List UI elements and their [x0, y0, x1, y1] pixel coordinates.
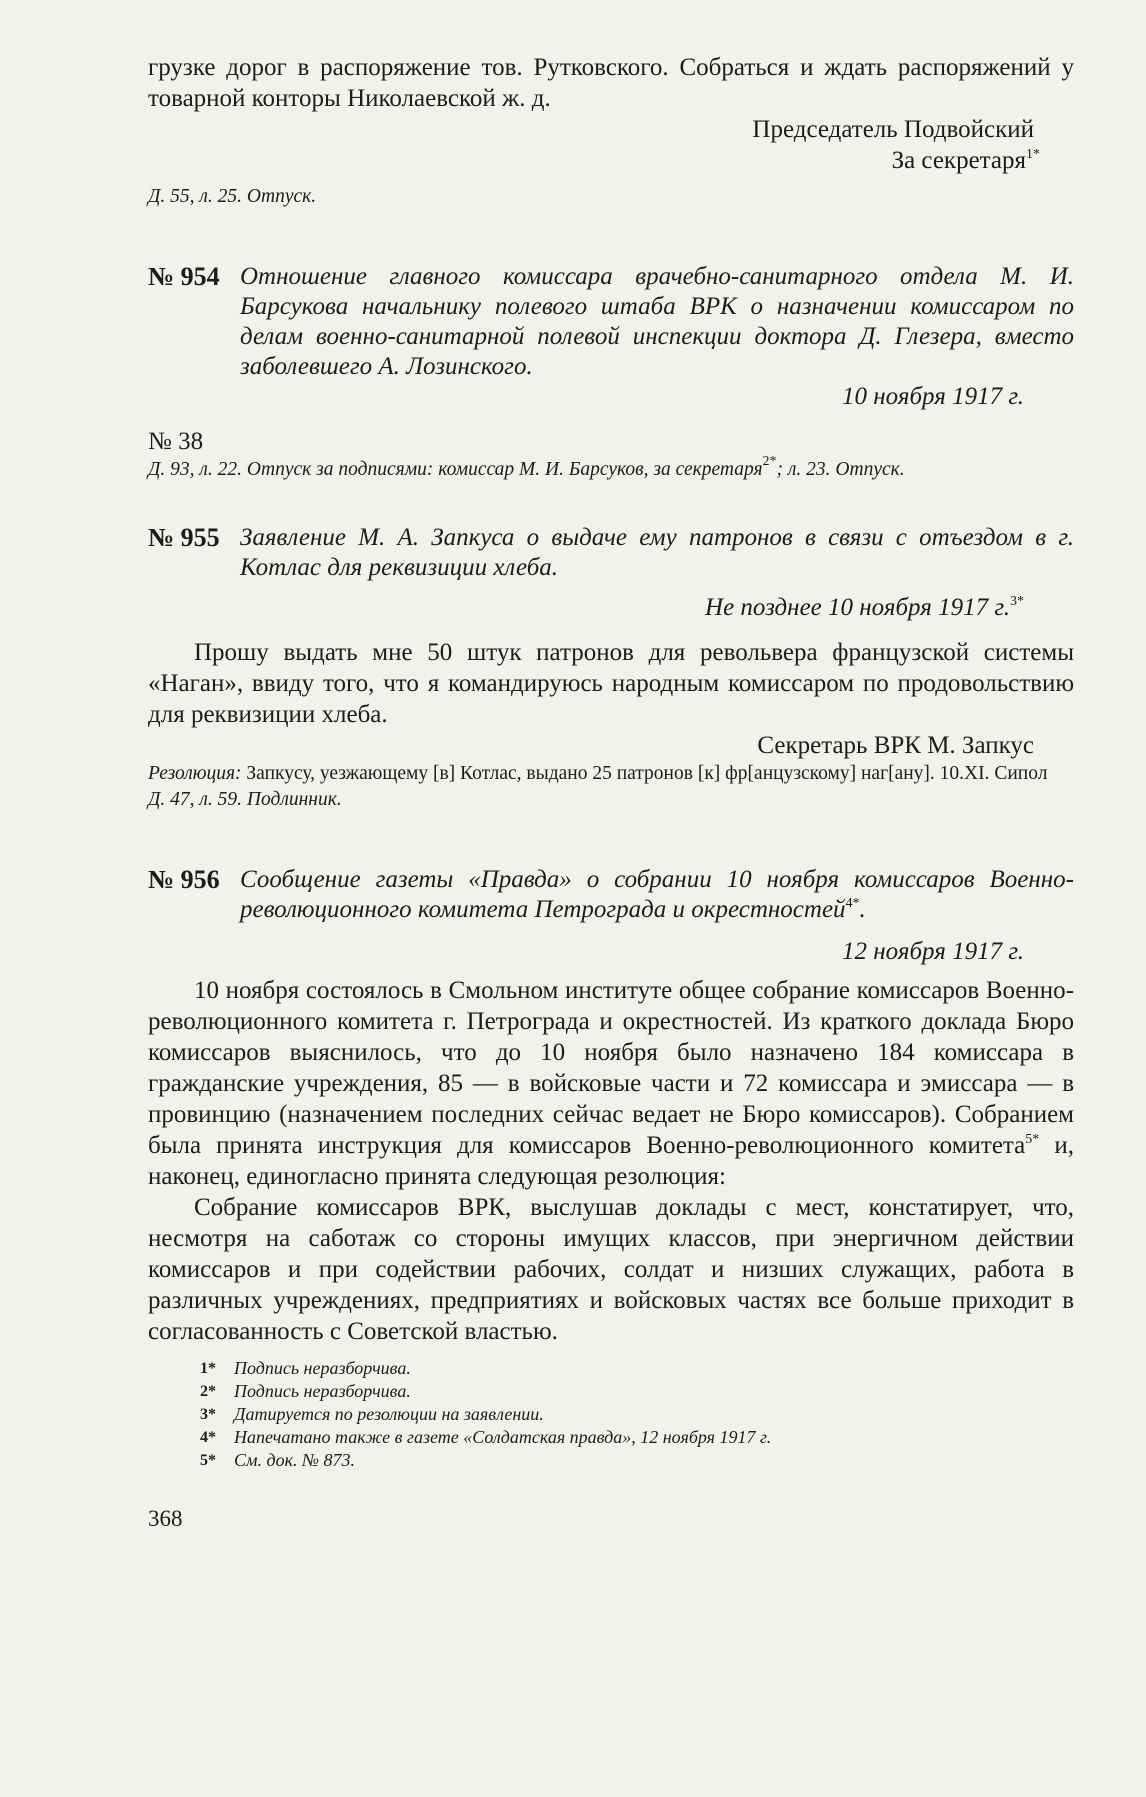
resolution: Резолюция: Запкусу, уезжающему [в] Котлас, выдано 25 патронов [к] фр[анцузскому] наг[ану]. 10.XI. Сипол	[148, 763, 1048, 784]
footnote-ref: 2*	[762, 454, 777, 469]
document-date: Не позднее 10 ноября 1917 г.$^{3*}$	[705, 594, 1024, 621]
signature-chairman: Председатель Подвойский	[752, 116, 1034, 143]
footnote: 2* Подпись неразборчива.	[200, 1381, 411, 1401]
footnote: 5* См. док. № 873.	[200, 1450, 355, 1470]
archive-reference: Д. 55, л. 25. Отпуск.	[148, 186, 317, 207]
registration-number: № 38	[148, 428, 204, 455]
page-number: 368	[148, 1506, 183, 1531]
footnote: 3* Датируется по резолюции на заявлении.	[200, 1404, 544, 1424]
document-body-paragraph: Собрание комиссаров ВРК, выслушав доклады с мест, констатирует, что, несмотря на саботаж со стороны имущих классов, при энергичном действии комиссаров и при содействии рабочих, солдат и низших служащих, работа в различных учреждениях, предприятиях и войсковых частях все больше приходит в согласованность с Советской властью.	[148, 1194, 1074, 1345]
continuation-paragraph: грузке дорог в распоряжение тов. Рутковского. Собраться и ждать распоряжений у товарной конторы Николаевской ж. д.	[148, 54, 1074, 112]
document-954-header	[148, 262, 1074, 382]
footnote: 1* Подпись неразборчива.	[200, 1358, 411, 1378]
footnotes	[148, 1357, 1074, 1472]
footnote-ref: 1*	[1026, 147, 1040, 162]
document-956-header	[148, 865, 1074, 925]
document-955-header	[148, 523, 1074, 583]
document-number: № 954	[148, 262, 220, 291]
archive-reference: Д. 47, л. 59. Подлинник.	[148, 789, 342, 810]
document-title: Заявление М. А. Запкуса о выдаче ему патронов в связи с отъездом в г. Котлас для реквизиции хлеба.	[240, 524, 1074, 581]
document-title: Сообщение газеты «Правда» о собрании 10 ноября комиссаров Военно-революционного комитета Петрограда и окрестностей$^{4*}$.	[240, 866, 1074, 923]
document-date: 10 ноября 1917 г.	[842, 383, 1024, 410]
signature-secretary: За секретаря$^{1*}$	[891, 147, 1040, 174]
document-body: Прошу выдать мне 50 штук патронов для револьвера французской системы «Наган», ввиду того, что я командируюсь народным комиссаром по продовольствию для реквизиции хлеба.	[148, 639, 1074, 728]
archive-reference: Д. 93, л. 22. Отпуск за подписями: комиссар М. И. Барсуков, за секретаря$^{2*}$; л. 23. Отпуск.	[148, 454, 905, 480]
footnote-ref: 4*	[845, 896, 860, 911]
signature: Секретарь ВРК М. Запкус	[757, 732, 1034, 759]
footnote-ref: 3*	[1010, 594, 1024, 609]
document-number: № 955	[148, 523, 220, 552]
footnote: 4* Напечатано также в газете «Солдатская правда», 12 ноября 1917 г.	[200, 1427, 772, 1447]
document-title: Отношение главного комиссара врачебно-санитарного отдела М. И. Барсукова начальнику полевого штаба ВРК о назначении комиссаром по делам военно-санитарной полевой инспекции доктора Д. Глезера, вместо заболевшего А. Лозинского.	[240, 263, 1074, 380]
footnote-ref: 5*	[1025, 1132, 1040, 1147]
document-number: № 956	[148, 865, 220, 894]
document-body-paragraph: 10 ноября состоялось в Смольном институте общее собрание комиссаров Военно-революционного комитета г. Петрограда и окрестностей. Из краткого доклада Бюро комиссаров выяснилось, что до 10 ноября было назначено 184 комиссара в гражданские учреждения, 85 — в войсковые части и 72 комиссара и эмиссара — в провинцию (назначением последних сейчас ведает не Бюро комиссаров). Собранием была принята инструкция для комиссаров Военно-революционного комитета$^{5*}$ и, наконец, единогласно принята следующая резолюция:	[148, 977, 1074, 1190]
document-page	[148, 52, 1074, 1532]
document-date: 12 ноября 1917 г.	[842, 938, 1024, 965]
